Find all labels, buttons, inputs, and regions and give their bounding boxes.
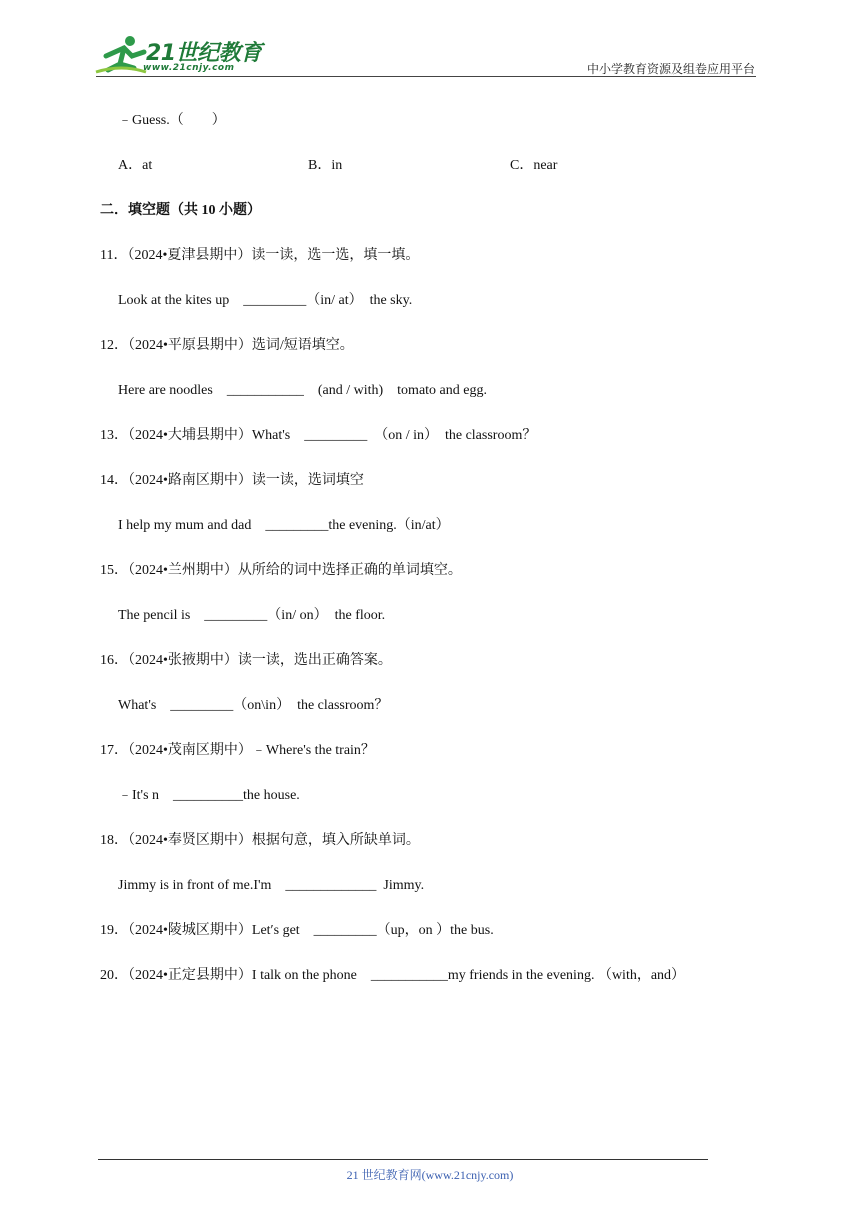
header-platform-text: 中小学教育资源及组卷应用平台 bbox=[586, 62, 755, 76]
question-17: 17．（2024•茂南区期中）﹣Where's the train？ bbox=[100, 743, 375, 758]
question-13: 13．（2024•大埔县期中）What's _________ （on / in） the classroom？ bbox=[100, 428, 537, 443]
question-19: 19．（2024•陵城区期中）Let′s get _________（up，on ）the bus. bbox=[100, 923, 494, 938]
question-20: 20．（2024•正定县期中）I talk on the phone ___________my friends in the evening. （with，and） bbox=[100, 968, 686, 983]
question-18-sentence: Jimmy is in front of me.I'm _____________ Jimmy. bbox=[118, 878, 425, 893]
logo-title: 21世纪教育 bbox=[146, 41, 262, 66]
question-12: 12．（2024•平原县期中）选词/短语填空。 bbox=[100, 338, 354, 353]
question-16-sentence: What's _________（on\in） the classroom？ bbox=[118, 698, 389, 713]
section-heading: 二．填空题（共 10 小题） bbox=[100, 203, 261, 218]
option-b: B．in bbox=[308, 158, 343, 173]
question-10-dialogue: ﹣Guess.（ ） bbox=[118, 113, 226, 128]
question-18: 18．（2024•奉贤区期中）根据句意，填入所缺单词。 bbox=[100, 833, 420, 848]
question-15-sentence: The pencil is _________（in/ on） the floor. bbox=[118, 608, 386, 623]
question-14: 14．（2024•路南区期中）读一读，选词填空 bbox=[100, 473, 364, 488]
question-15: 15．（2024•兰州期中）从所给的词中选择正确的单词填空。 bbox=[100, 563, 462, 578]
question-12-sentence: Here are noodles ___________ (and / with) tomato and egg. bbox=[118, 383, 487, 398]
option-c: C．near bbox=[510, 158, 558, 173]
question-11-sentence: Look at the kites up _________（in/ at） the sky. bbox=[118, 293, 413, 308]
footer-divider bbox=[98, 1159, 708, 1160]
logo-url: www.21cnjy.com bbox=[143, 63, 235, 73]
option-a: A．at bbox=[118, 158, 153, 173]
question-11: 11．（2024•夏津县期中）读一读，选一选，填一填。 bbox=[100, 248, 420, 263]
question-14-sentence: I help my mum and dad _________the evening.（in/at） bbox=[118, 518, 450, 533]
question-16: 16．（2024•张掖期中）读一读，选出正确答案。 bbox=[100, 653, 392, 668]
header-divider bbox=[96, 76, 756, 77]
footer-text: 21 世纪教育网(www.21cnjy.com) bbox=[346, 1168, 514, 1182]
question-17-sentence: ﹣It's n __________the house. bbox=[118, 788, 300, 803]
